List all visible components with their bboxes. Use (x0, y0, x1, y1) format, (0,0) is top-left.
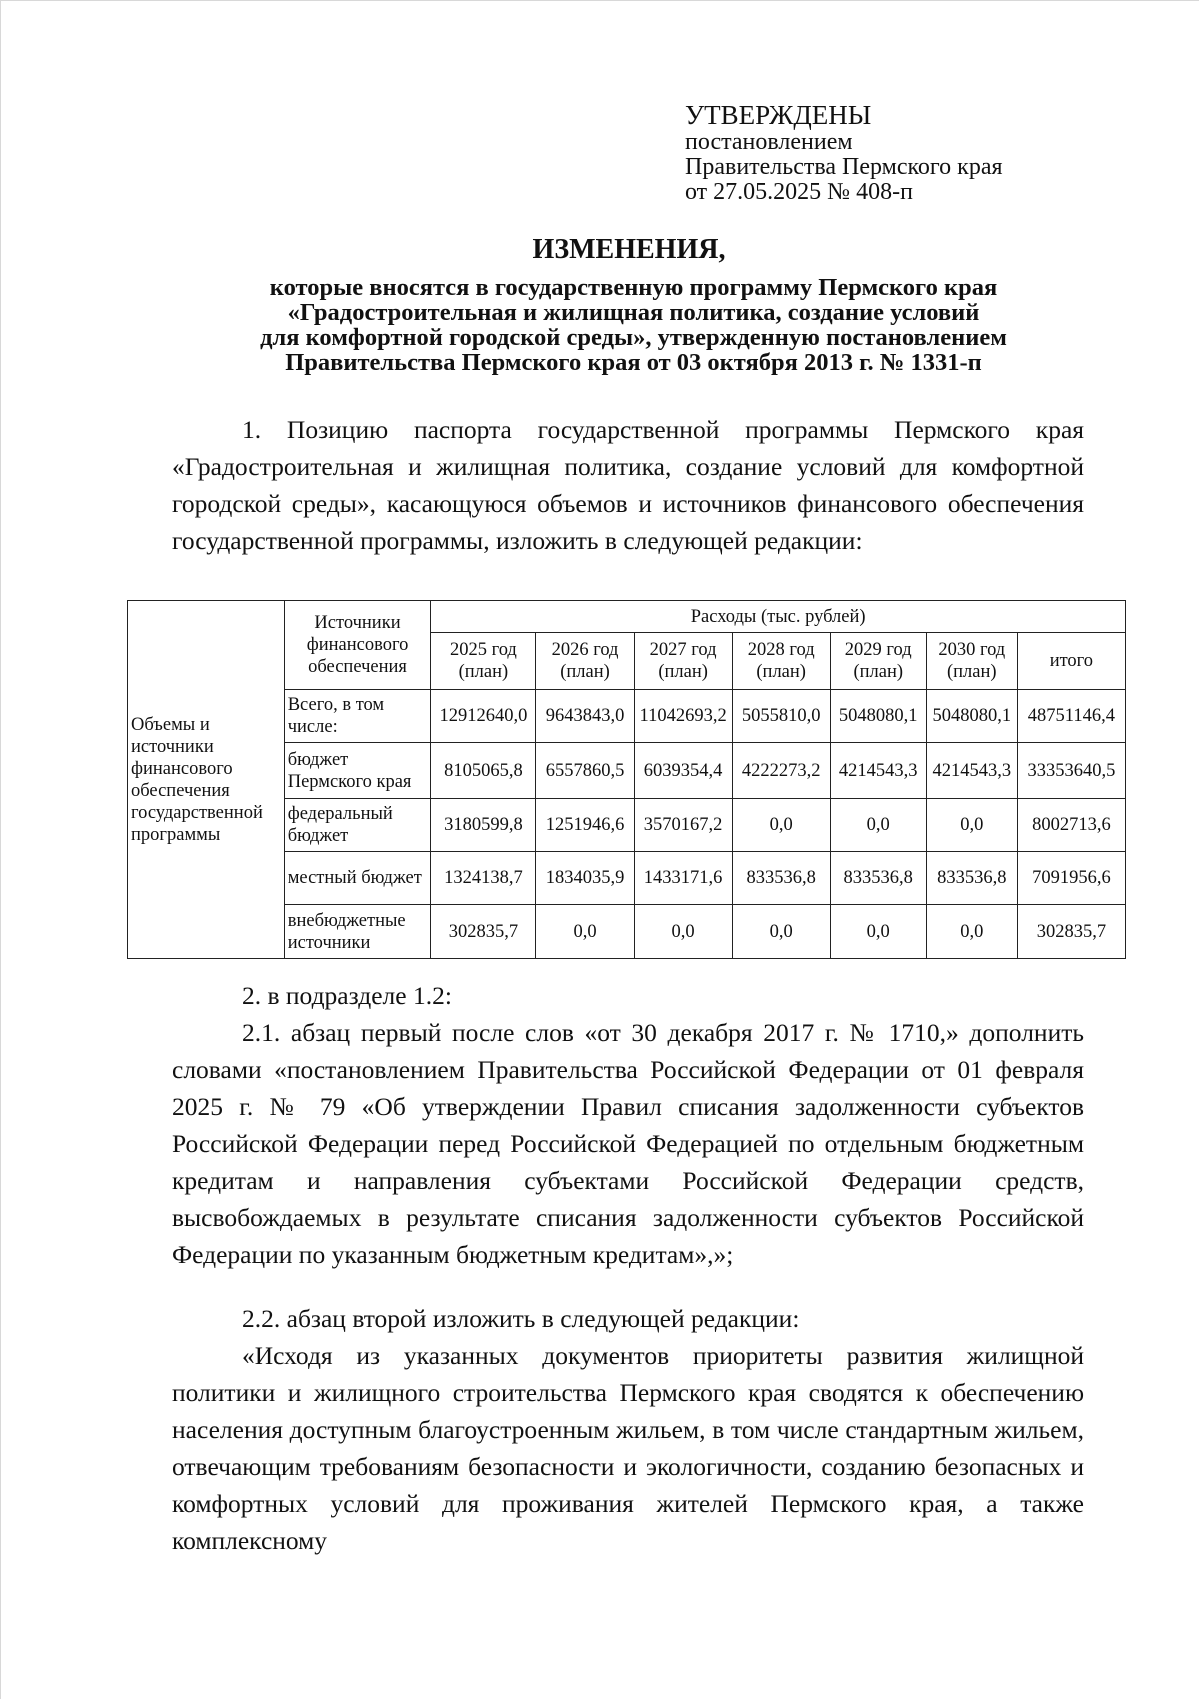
value-cell: 3180599,8 (431, 799, 536, 852)
value-cell: 1433171,6 (634, 852, 732, 905)
year-header-cell: 2027 год (план) (634, 633, 732, 690)
total-value-cell: 48751146,4 (1017, 690, 1125, 743)
value-cell: 0,0 (732, 799, 830, 852)
subtitle-line-1: которые вносятся в государственную программу Пермского края (269, 274, 998, 301)
value-cell: 0,0 (634, 905, 732, 959)
paragraph-2: 2. в подразделе 1.2: (242, 981, 452, 1010)
year-header-cell: 2030 год (план) (926, 633, 1017, 690)
paragraph-3: 2.1. абзац первый после слов «от 30 декабря 2017 г. № 1710,» дополнить словами «постановлением Правительства Российской Федерации от 01 февраля 2025 г. № 79 «Об утверждении Правил списания задолженности субъектов Российской Федерации перед Российской Федерацией по отдельным бюджетным кредитам и направления субъектами Российской Федерации средств, высвобождаемых в результате списания задолженности субъектов Российской Федерации по указанным бюджетным кредитам»,»; (172, 1018, 1084, 1269)
total-value-cell: 8002713,6 (1017, 799, 1125, 852)
approval-stamp (685, 100, 1003, 205)
value-cell: 3570167,2 (634, 799, 732, 852)
value-cell: 6557860,5 (536, 743, 634, 799)
row-header-cell: Объемы и источники финансового обеспечения государственной программы (128, 601, 285, 959)
source-label-cell: местный бюджет (284, 852, 431, 905)
value-cell: 833536,8 (732, 852, 830, 905)
total-value-cell: 33353640,5 (1017, 743, 1125, 799)
approval-line-4: от 27.05.2025 № 408-п (685, 179, 913, 205)
paragraph-4: 2.2. абзац второй изложить в следующей редакции: (242, 1304, 800, 1333)
value-cell: 6039354,4 (634, 743, 732, 799)
value-cell: 1251946,6 (536, 799, 634, 852)
approval-line-3: Правительства Пермского края (685, 154, 1003, 180)
value-cell: 0,0 (536, 905, 634, 959)
value-cell: 5055810,0 (732, 690, 830, 743)
subtitle-line-2: «Градостроительная и жилищная политика, создание условий (287, 299, 980, 326)
paragraph-1: 1. Позицию паспорта государственной программы Пермского края «Градостроительная и жилищная политика, создание условий для комфортной городской среды», касающуюся объемов и источников финансового обеспечения государственной программы, изложить в следующей редакции: (172, 415, 1084, 555)
total-header-cell: итого (1017, 633, 1125, 690)
source-label-cell: бюджет Пермского края (284, 743, 431, 799)
document-title: ИЗМЕНЕНИЯ, (532, 234, 726, 265)
value-cell: 0,0 (732, 905, 830, 959)
document-subtitle (160, 275, 1107, 375)
total-value-cell: 7091956,6 (1017, 852, 1125, 905)
value-cell: 9643843,0 (536, 690, 634, 743)
value-cell: 0,0 (830, 905, 926, 959)
year-header-cell: 2029 год (план) (830, 633, 926, 690)
value-cell: 12912640,0 (431, 690, 536, 743)
value-cell: 833536,8 (926, 852, 1017, 905)
value-cell: 1834035,9 (536, 852, 634, 905)
approval-line-2: постановлением (685, 129, 853, 155)
paragraph-5: «Исходя из указанных документов приоритеты развития жилищной политики и жилищного строительства Пермского края сводятся к обеспечению населения доступным благоустроенным жильем, в том числе стандартным жильем, отвечающим требованиям безопасности и экологичности, созданию безопасных и комфортных условий для проживания жителей Пермского края, а также комплексному (172, 1341, 1084, 1555)
approval-line-1: УТВЕРЖДЕНЫ (685, 100, 872, 130)
source-label-cell: федеральный бюджет (284, 799, 431, 852)
value-cell: 1324138,7 (431, 852, 536, 905)
subtitle-line-4: Правительства Пермского края от 03 октября 2013 г. № 1331-п (285, 349, 982, 376)
expenses-header-cell: Расходы (тыс. рублей) (431, 601, 1126, 633)
subtitle-line-3: для комфортной городской среды», утвержденную постановлением (260, 324, 1007, 351)
financing-table (127, 600, 1126, 959)
value-cell: 4214543,3 (830, 743, 926, 799)
value-cell: 4214543,3 (926, 743, 1017, 799)
value-cell: 0,0 (926, 799, 1017, 852)
value-cell: 4222273,2 (732, 743, 830, 799)
value-cell: 302835,7 (431, 905, 536, 959)
value-cell: 833536,8 (830, 852, 926, 905)
source-label-cell: внебюджетные источники (284, 905, 431, 959)
year-header-cell: 2026 год (план) (536, 633, 634, 690)
source-label-cell: Всего, в том числе: (284, 690, 431, 743)
value-cell: 0,0 (926, 905, 1017, 959)
value-cell: 0,0 (830, 799, 926, 852)
year-header-cell: 2025 год (план) (431, 633, 536, 690)
total-value-cell: 302835,7 (1017, 905, 1125, 959)
year-header-cell: 2028 год (план) (732, 633, 830, 690)
value-cell: 5048080,1 (830, 690, 926, 743)
value-cell: 8105065,8 (431, 743, 536, 799)
value-cell: 5048080,1 (926, 690, 1017, 743)
sources-header-cell: Источники финансового обеспечения (284, 601, 431, 690)
value-cell: 11042693,2 (634, 690, 732, 743)
